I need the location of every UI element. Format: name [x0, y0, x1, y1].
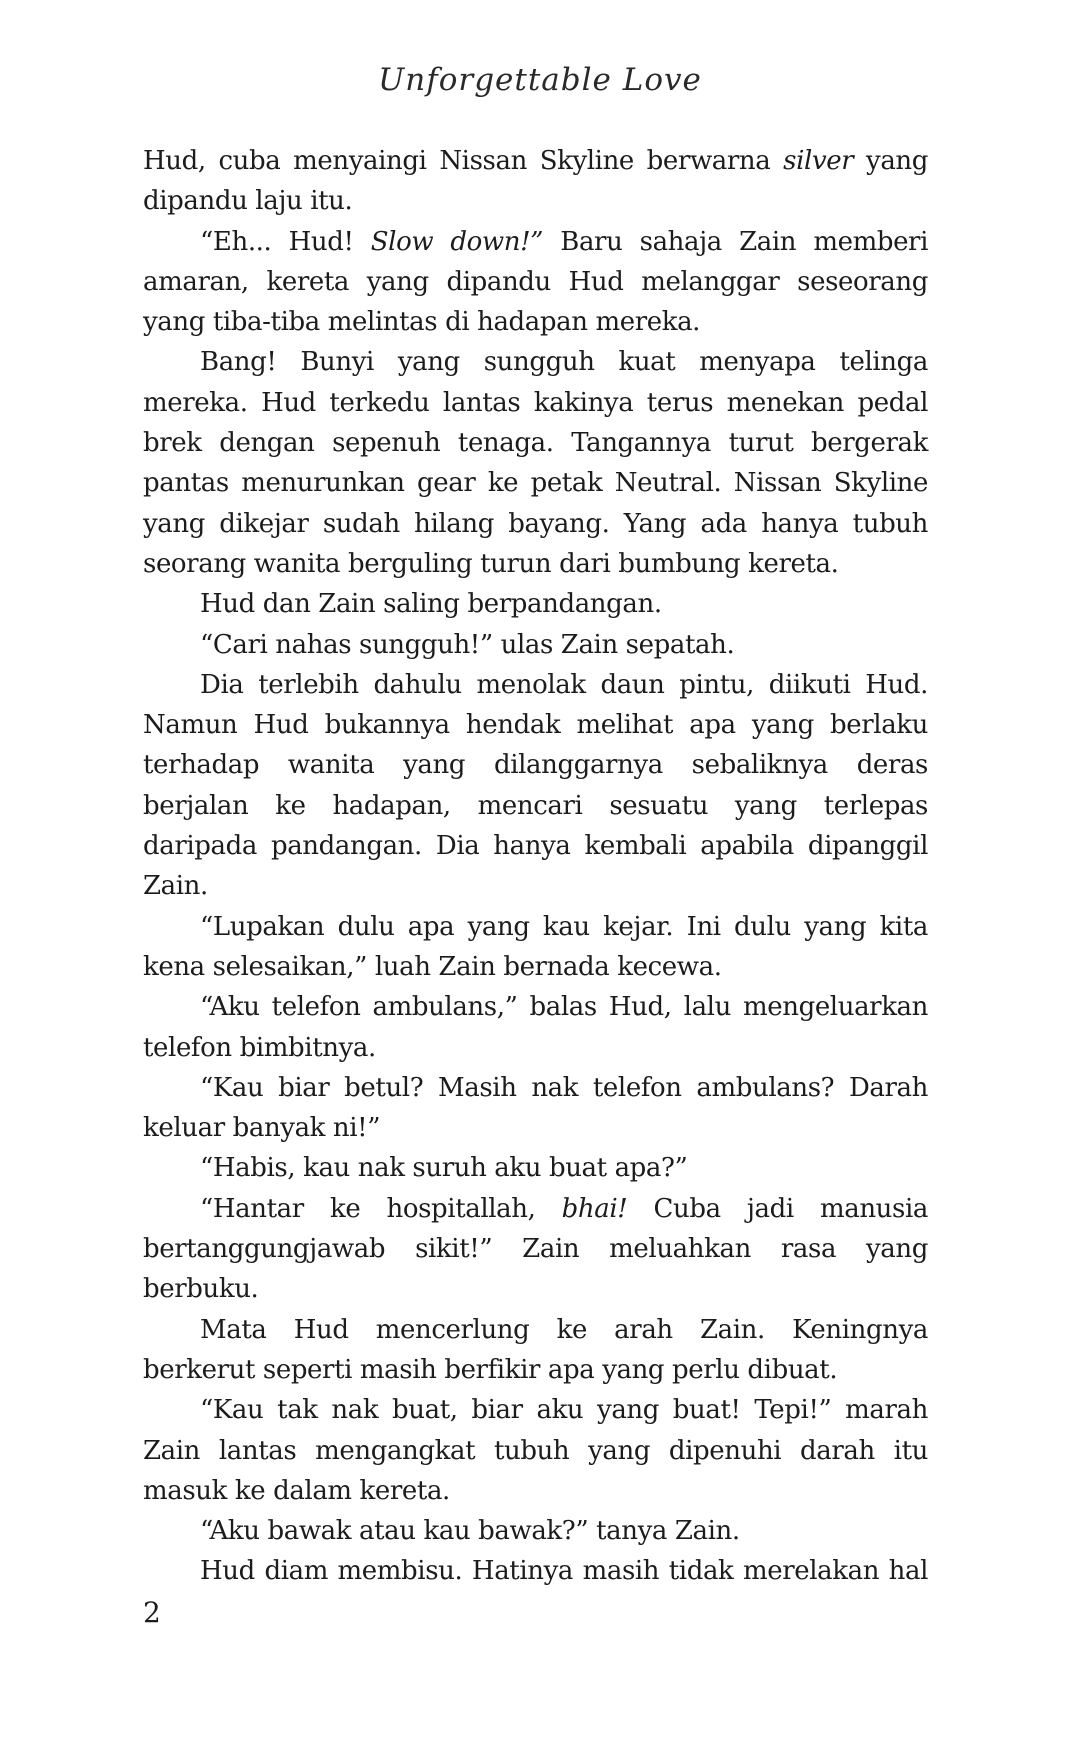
- paragraph: “Cari nahas sungguh!” ulas Zain sepatah.: [200, 629, 735, 660]
- paragraph: “Aku telefon ambulans,” balas Hud, lalu mengeluarkan telefon bimbitnya.: [143, 992, 928, 1063]
- paragraph: Hud, cuba menyaingi Nissan Skyline berwarna silver yang dipandu laju itu.: [143, 146, 929, 217]
- paragraph: Mata Hud mencerlung ke arah Zain. Keningnya berkerut seperti masih berfikir apa yang perlu dibuat.: [143, 1314, 928, 1385]
- running-header: Unforgettable Love: [378, 62, 702, 98]
- paragraph: “Kau tak nak buat, biar aku yang buat! Tepi!” marah Zain lantas mengangkat tubuh yang dipenuhi darah itu masuk ke dalam kereta.: [143, 1395, 928, 1506]
- paragraph: Hud dan Zain saling berpandangan.: [200, 589, 662, 620]
- paragraph: “Aku bawak atau kau bawak?” tanya Zain.: [200, 1516, 740, 1547]
- paragraph: Bang! Bunyi yang sungguh kuat menyapa telinga mereka. Hud terkedu lantas kakinya terus menekan pedal brek dengan sepenuh tenaga. Tangannya turut bergerak pantas menurunkan gear ke petak Neutral. Nissan Skyline yang dikejar sudah hilang bayang. Yang ada hanya tubuh seorang wanita berguling turun dari bumbung kereta.: [143, 347, 928, 579]
- paragraph: Hud diam membisu. Hatinya masih tidak merelakan hal: [200, 1556, 928, 1587]
- page-number: 2: [143, 1596, 161, 1629]
- paragraph: Dia terlebih dahulu menolak daun pintu, diikuti Hud. Namun Hud bukannya hendak melihat apa yang berlaku terhadap wanita yang dilanggarnya sebaliknya deras berjalan ke hadapan, mencari sesuatu yang terlepas daripada pandangan. Dia hanya kembali apabila dipanggil Zain.: [143, 669, 928, 902]
- paragraph: “Kau biar betul? Masih nak telefon ambulans? Darah keluar banyak ni!”: [143, 1072, 928, 1144]
- paragraph: “Eh... Hud! Slow down!” Baru sahaja Zain memberi amaran, kereta yang dipandu Hud melanggar seseorang yang tiba-tiba melintas di hadapan mereka.: [143, 226, 928, 338]
- paragraph: “Lupakan dulu apa yang kau kejar. Ini dulu yang kita kena selesaikan,” luah Zain bernada kecewa.: [143, 911, 928, 982]
- body-text: [143, 141, 928, 1592]
- paragraph: “Hantar ke hospitallah, bhai! Cuba jadi manusia bertanggungjawab sikit!” Zain meluahkan rasa yang berbuku.: [143, 1193, 928, 1305]
- paragraph: “Habis, kau nak suruh aku buat apa?”: [200, 1153, 688, 1184]
